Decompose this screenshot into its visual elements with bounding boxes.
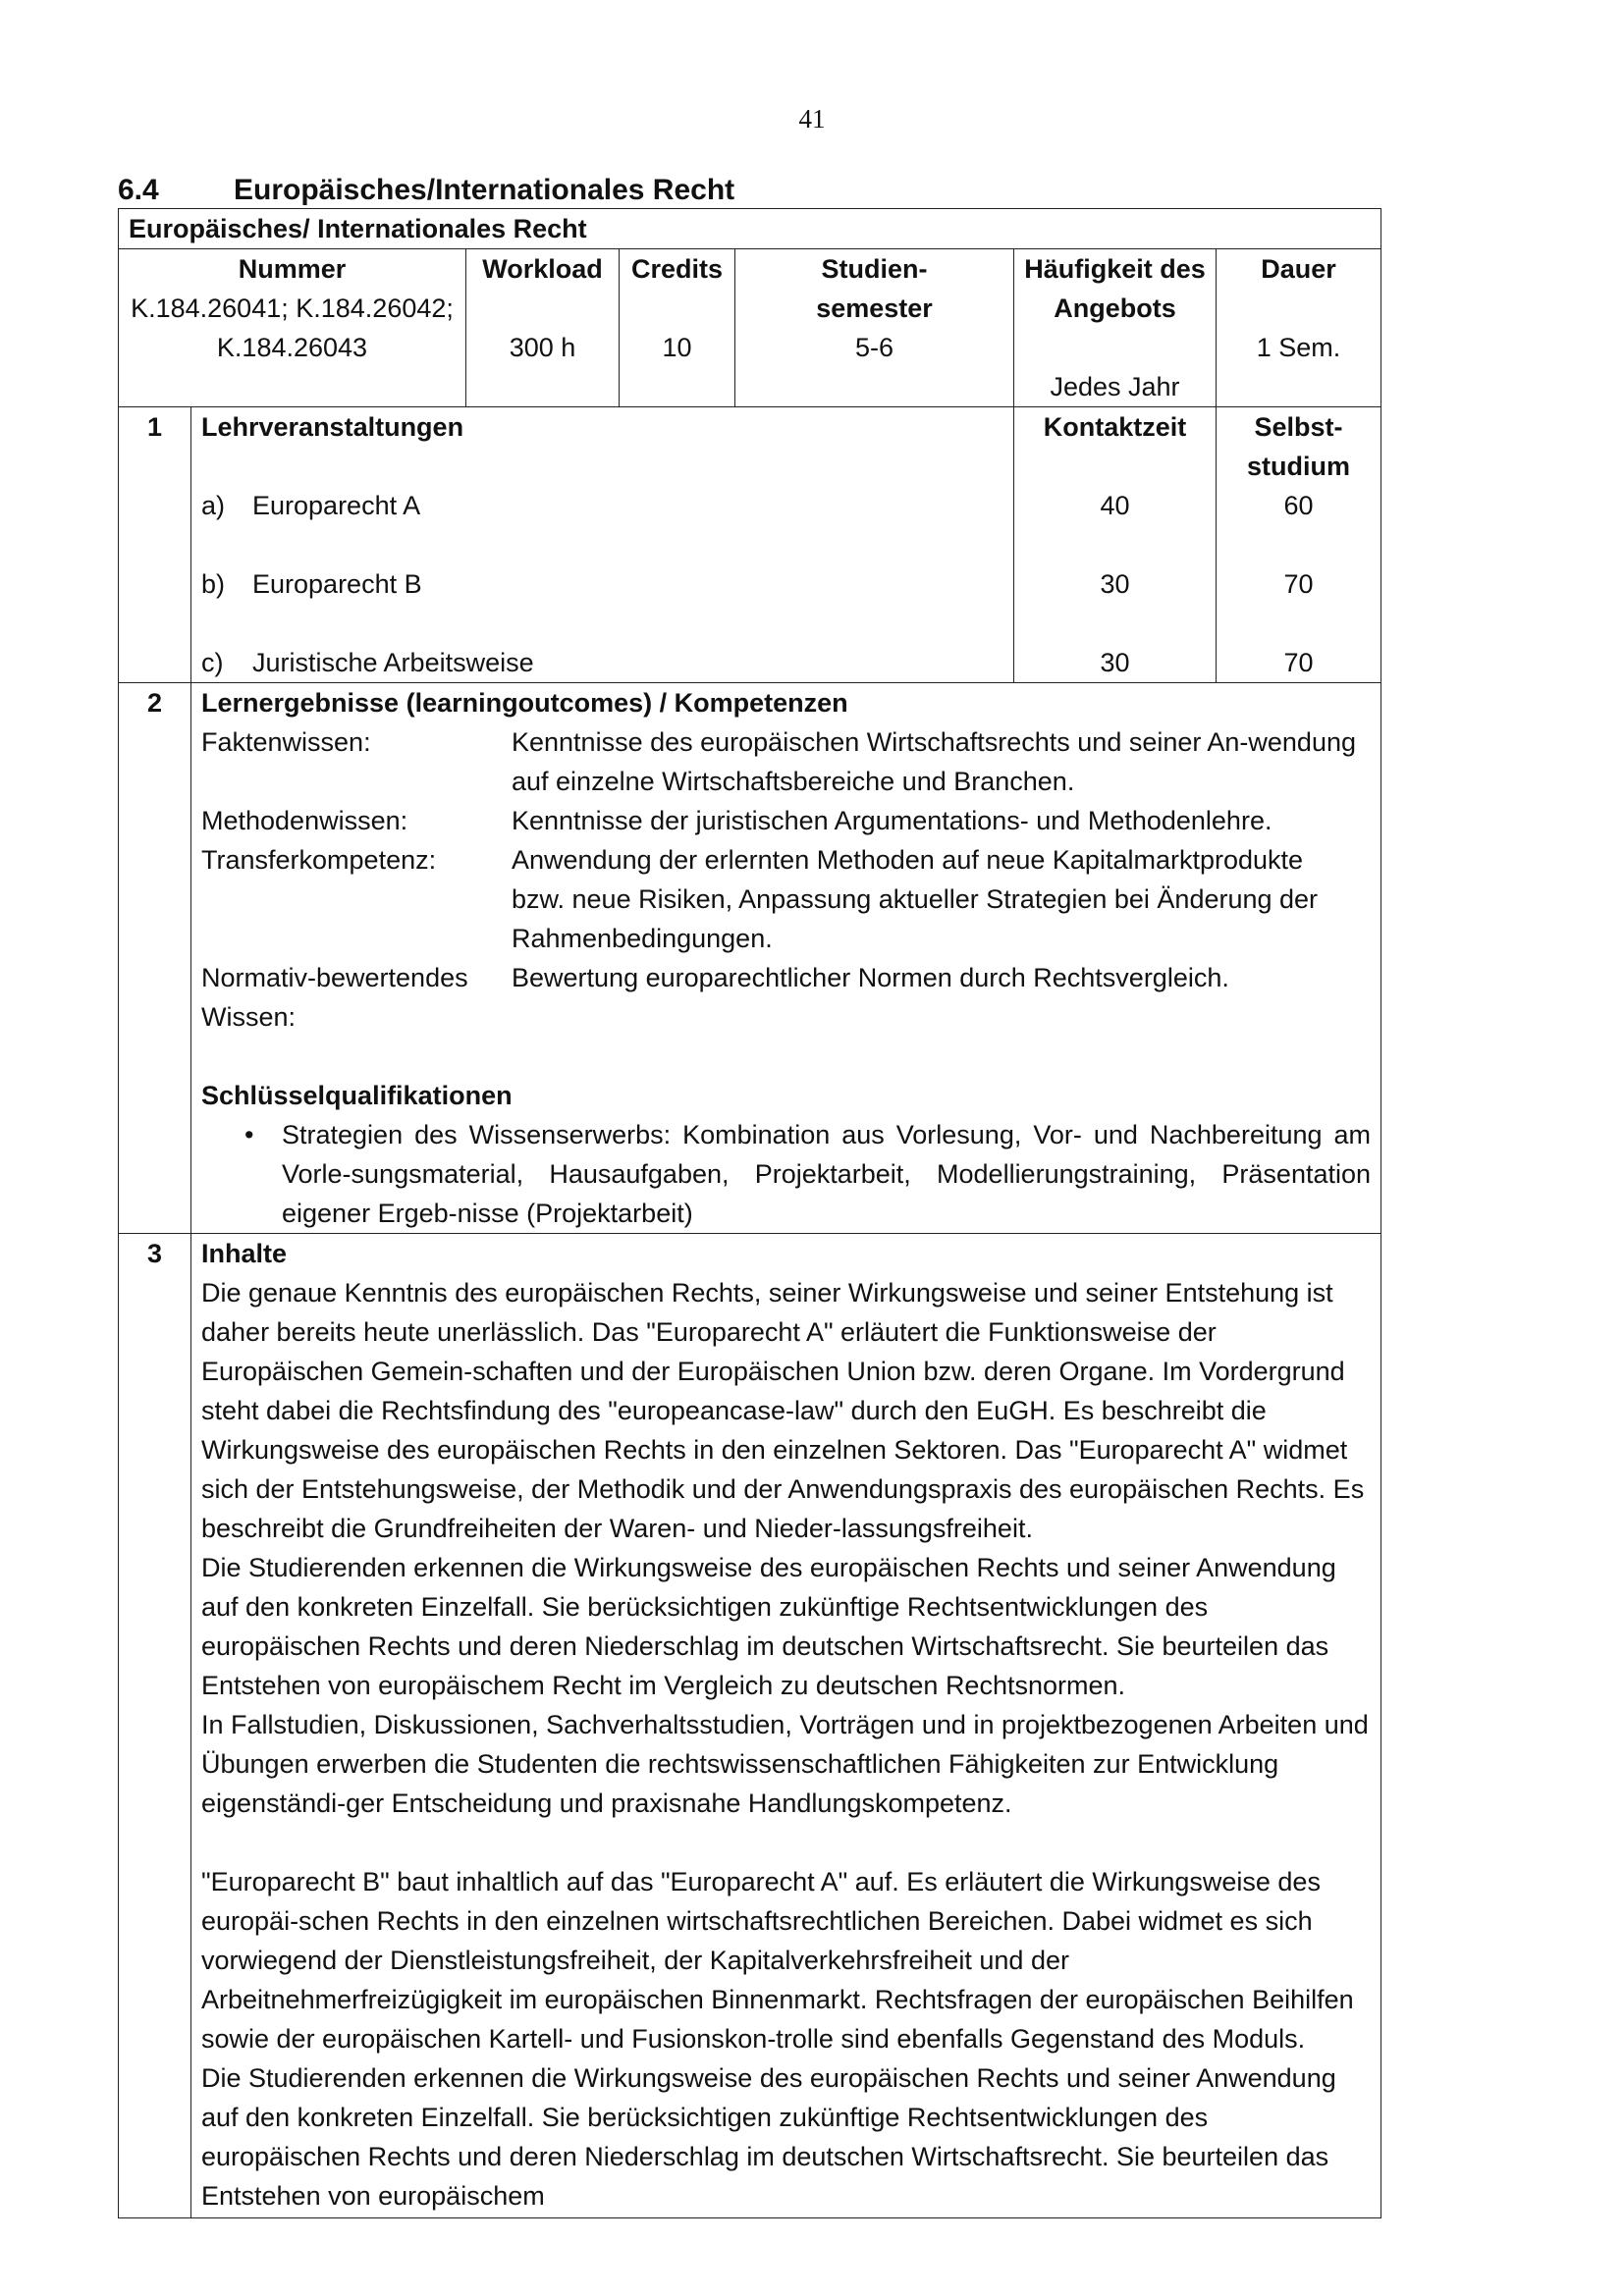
- bullet-text: Strategien des Wissenserwerbs: Kombination aus Vorlesung, Vor- und Nachbereitung am Vorle-sungsmaterial, Hausaufgaben, Projektarbeit, Modellierungstraining, Präsentation eigener Ergeb-nisse (Projektarbeit): [282, 1120, 1372, 1228]
- module-title: Europäisches/ Internationales Recht: [119, 209, 1381, 249]
- nummer-cell: [119, 249, 466, 407]
- normativ-label: Normativ-bewertendes: [201, 963, 468, 992]
- section-heading: [118, 174, 734, 207]
- faktenwissen-text: Kenntnisse des europäischen Wirtschaftsrechts und seiner An-wendung: [512, 727, 1356, 757]
- course-letter: b): [201, 569, 226, 599]
- kontaktzeit-label: Kontaktzeit: [1043, 412, 1187, 442]
- haeufigkeit-value: Jedes Jahr: [1050, 372, 1180, 401]
- course-name: Europarecht A: [252, 491, 421, 520]
- row-number-3: 3: [119, 1234, 191, 2218]
- inhalte-cell: [191, 1234, 1381, 2218]
- lernergebnisse-row: [119, 683, 1381, 1234]
- lernergebnisse-cell: [191, 683, 1381, 1234]
- module-table: [118, 208, 1381, 2218]
- methodenwissen: [201, 801, 1371, 840]
- schluesselqualifikationen-title: Schlüsselqualifikationen: [201, 1081, 513, 1110]
- dauer-value: 1 Sem.: [1256, 333, 1341, 362]
- lernergebnisse-title: Lernergebnisse (learningoutcomes) / Kompetenzen: [201, 688, 848, 718]
- inhalte-paragraph: In Fallstudien, Diskussionen, Sachverhaltsstudien, Vorträgen und in projektbezogenen Arbeiten und Übungen erwerben die Studenten die rechtswissenschaftlichen Fähigkeiten zur Entwicklung eigenständi-ger Entscheidung und praxisnahe Handlungskompetenz.: [201, 1710, 1369, 1818]
- dauer-cell: [1217, 249, 1381, 407]
- transferkompetenz-label: Transferkompetenz:: [201, 845, 437, 875]
- row-number-1: 1: [119, 407, 191, 683]
- inhalte-paragraph: "Europarecht B" baut inhaltlich auf das "Europarecht A" auf. Es erläutert die Wirkungsweise des europäi-schen Rechts in den einzelnen wirtschaftsrechtlichen Bereichen. Dabei widmet es sich vorwiegend der Dienstleistungsfreiheit, der Kapitalverkehrsfreiheit und der Arbeitnehmerfreizügigkeit im europäischen Binnenmarkt. Rechtsfragen der europäischen Beihilfen sowie der europäischen Kartell- und Fusionskon-trolle sind ebenfalls Gegenstand des Moduls.: [201, 1867, 1354, 2054]
- selbststudium-a: 60: [1283, 491, 1314, 520]
- workload-label: Workload: [482, 254, 603, 284]
- semester-label-2: semester: [816, 294, 933, 323]
- credits-label: Credits: [630, 254, 724, 284]
- bullet-icon: •: [244, 1120, 254, 1149]
- lehrveranstaltungen-row: [119, 407, 1381, 683]
- haeufigkeit-cell: [1014, 249, 1217, 407]
- module-title-row: [119, 209, 1381, 249]
- selbststudium-label-1: Selbst-: [1254, 412, 1343, 442]
- workload-value: 300 h: [509, 333, 576, 362]
- course-name: Europarecht B: [252, 569, 422, 599]
- kontaktzeit-a: 40: [1100, 491, 1130, 520]
- credits-value: 10: [662, 333, 692, 362]
- selbststudium-cell: [1217, 407, 1381, 683]
- course-item-c: [201, 643, 1003, 682]
- kontaktzeit-c: 30: [1100, 648, 1130, 677]
- module-header-row: [119, 249, 1381, 407]
- kontaktzeit-cell: [1014, 407, 1217, 683]
- nummer-value-1: K.184.26041; K.184.26042;: [131, 294, 454, 323]
- page-number: 41: [798, 104, 826, 133]
- selbststudium-b: 70: [1283, 569, 1314, 599]
- credits-cell: [620, 249, 735, 407]
- transferkompetenz-text: Anwendung der erlernten Methoden auf neue Kapitalmarktprodukte: [512, 845, 1304, 875]
- faktenwissen-text: auf einzelne Wirtschaftsbereiche und Branchen.: [512, 767, 1075, 796]
- workload-cell: [466, 249, 620, 407]
- inhalte-paragraph: Die Studierenden erkennen die Wirkungsweise des europäischen Rechts und seiner Anwendung auf den konkreten Einzelfall. Sie berücksichtigen zukünftige Rechtsentwicklungen des europäischen Rechts und deren Niederschlag im deutschen Wirtschaftsrecht. Sie beurteilen das Entstehen von europäischem Recht im Vergleich zu deutschen Rechtsnormen.: [201, 1553, 1336, 1700]
- nummer-label: Nummer: [238, 254, 347, 284]
- faktenwissen: [201, 722, 1371, 801]
- semester-label-1: Studien-: [821, 254, 928, 284]
- bullet-item: [201, 1115, 1371, 1233]
- selbststudium-label-2: studium: [1247, 452, 1350, 481]
- transferkompetenz-text: Rahmenbedingungen.: [512, 924, 773, 953]
- methodenwissen-label: Methodenwissen:: [201, 806, 408, 835]
- course-letter: a): [201, 491, 226, 520]
- inhalte-paragraph: Die genaue Kenntnis des europäischen Rechts, seiner Wirkungsweise und seiner Entstehung ist daher bereits heute unerlässlich. Das "Europarecht A" erläutert die Funktionsweise der Europäischen Gemein-schaften und der Europäischen Union bzw. deren Organe. Im Vordergrund steht dabei die Rechtsfindung des "europeancase-law" durch den EuGH. Es beschreibt die Wirkungsweise des europäischen Rechts in den einzelnen Sektoren. Das "Europarecht A" widmet sich der Entstehungsweise, der Methodik und der Anwendungspraxis des europäischen Rechts. Es beschreibt die Grundfreiheiten der Waren- und Nieder-lassungsfreiheit.: [201, 1278, 1365, 1543]
- lehrveranstaltungen-title: Lehrveranstaltungen: [201, 412, 464, 442]
- course-item-a: [201, 486, 1003, 525]
- inhalte-paragraph: Die Studierenden erkennen die Wirkungsweise des europäischen Rechts und seiner Anwendung auf den konkreten Einzelfall. Sie berücksichtigen zukünftige Rechtsentwicklungen des europäischen Rechts und deren Niederschlag im deutschen Wirtschaftsrecht. Sie beurteilen das Entstehen von europäischem: [201, 2063, 1336, 2211]
- course-item-b: [201, 564, 1003, 604]
- normativ-label: Wissen:: [201, 1002, 297, 1032]
- nummer-value-2: K.184.26043: [216, 333, 368, 362]
- inhalte-title: Inhalte: [201, 1239, 288, 1268]
- inhalte-row: [119, 1234, 1381, 2218]
- faktenwissen-label: Faktenwissen:: [201, 727, 371, 757]
- row-number-2: 2: [119, 683, 191, 1234]
- normativ-text: Bewertung europarechtlicher Normen durch Rechtsvergleich.: [512, 963, 1229, 992]
- semester-value: 5-6: [854, 333, 894, 362]
- normativ-bewertendes-wissen: [201, 958, 1371, 1037]
- selbststudium-c: 70: [1283, 648, 1314, 677]
- haeufigkeit-label: Häufigkeit des Angebots: [1024, 254, 1206, 323]
- dauer-label: Dauer: [1261, 254, 1336, 284]
- transferkompetenz: [201, 840, 1371, 958]
- section-title: Europäisches/Internationales Recht: [234, 174, 735, 206]
- semester-cell: [735, 249, 1014, 407]
- lehrveranstaltungen-cell: [191, 407, 1014, 683]
- transferkompetenz-text: bzw. neue Risiken, Anpassung aktueller Strategien bei Änderung der: [512, 884, 1319, 914]
- course-name: Juristische Arbeitsweise: [252, 648, 534, 677]
- kontaktzeit-b: 30: [1100, 569, 1130, 599]
- methodenwissen-text: Kenntnisse der juristischen Argumentations- und Methodenlehre.: [512, 806, 1272, 835]
- section-number: 6.4: [118, 174, 159, 206]
- course-letter: c): [201, 648, 224, 677]
